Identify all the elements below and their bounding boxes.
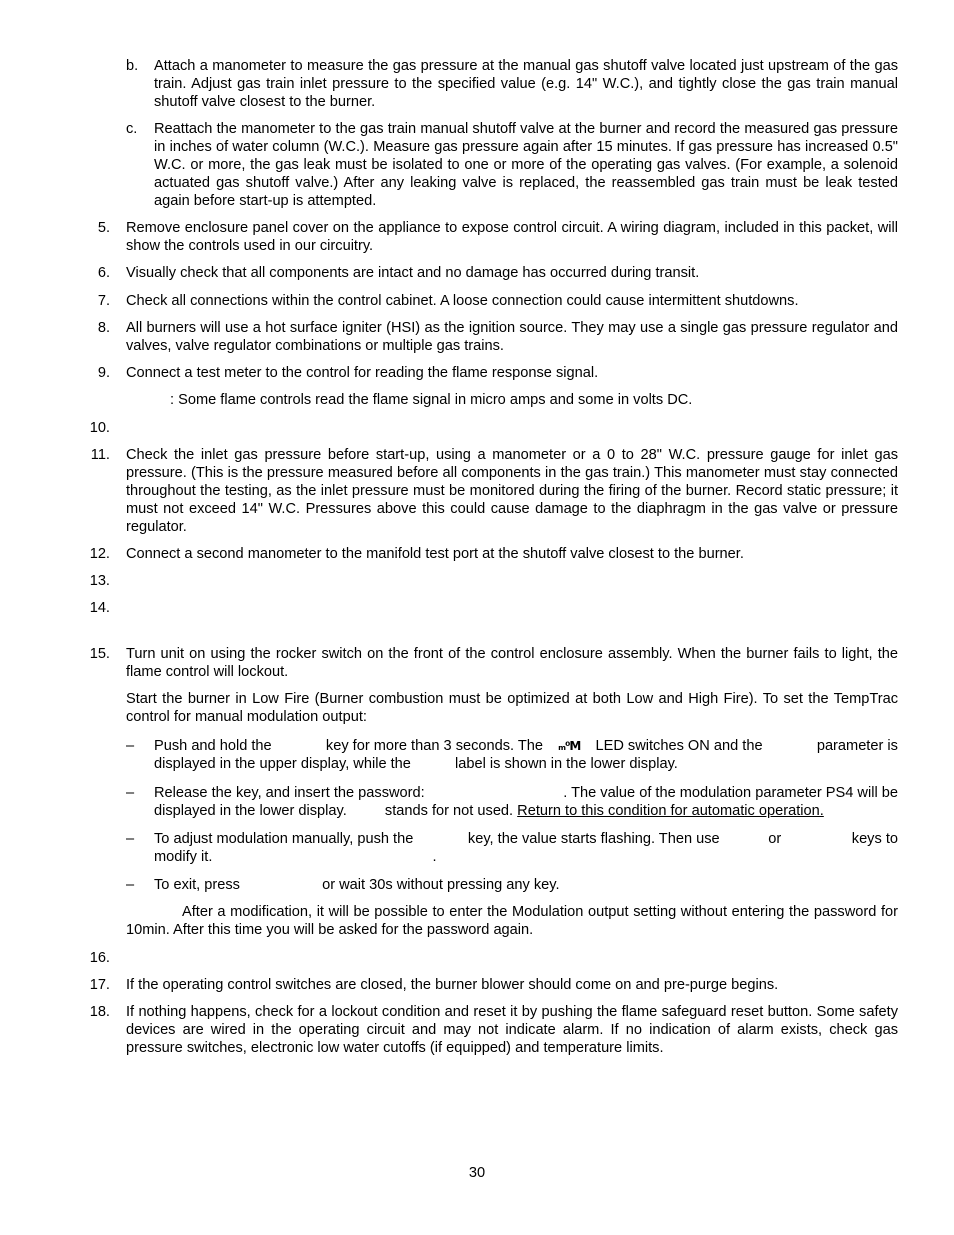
- sub-step-b: [126, 57, 898, 111]
- bullet-text: .: [432, 849, 437, 865]
- bullet-line: [154, 830, 898, 848]
- step-18: [82, 1003, 898, 1057]
- step-number: 15.: [89, 646, 110, 662]
- bullet-line: [154, 755, 898, 773]
- bullet-text: Release the key, and insert the password:: [154, 785, 425, 801]
- bullet-dash: –: [126, 831, 135, 847]
- bullet-text: LED switches ON and the: [595, 738, 763, 754]
- bullet-text: Push and hold the: [154, 738, 272, 754]
- paragraph-text: Start the burner in Low Fire (Burner combustion must be optimized at both Low and High Fire). To set the TempTrac control for manual modulation output:: [126, 691, 898, 725]
- bullet-dash: –: [126, 785, 135, 801]
- bullet-line: [154, 784, 898, 802]
- step-number: 16.: [89, 950, 110, 966]
- bullet-text: displayed in the lower display.: [154, 803, 347, 819]
- bullet-text: To adjust modulation manually, push the: [154, 831, 414, 847]
- step-number: 17.: [89, 977, 110, 993]
- step-11: [82, 446, 898, 536]
- step-12: [82, 545, 898, 563]
- bullet-text: or wait 30s without pressing any key.: [322, 877, 560, 893]
- bullet-2: [126, 784, 898, 820]
- bullet-line: [154, 737, 898, 755]
- bullet-text: label is shown in the lower display.: [455, 756, 678, 772]
- note-text: : Some flame controls read the flame signal in micro amps and some in volts DC.: [170, 392, 693, 408]
- step-text: Connect a second manometer to the manifold test port at the shutoff valve closest to the burner.: [126, 546, 744, 562]
- sub-step-label: b.: [126, 58, 139, 74]
- step-text: Check all connections within the control cabinet. A loose connection could cause intermittent shutdowns.: [126, 293, 799, 309]
- page-number: 30: [468, 1165, 486, 1181]
- sub-step-label: c.: [126, 121, 138, 137]
- step-9-note: [170, 391, 898, 409]
- bullet-text: modify it.: [154, 849, 213, 865]
- bullet-line: [154, 802, 898, 820]
- step-7: [82, 292, 898, 310]
- sub-step-text: Attach a manometer to measure the gas pressure at the manual gas shutoff valve located just upstream of the gas train. Adjust gas train inlet pressure to the specified value (e.g. 14" W.C.), and tightly close the gas train manual shutoff valve closest to the burner.: [154, 58, 898, 110]
- step-15-paragraph: [126, 690, 898, 726]
- bullet-body: [154, 737, 898, 773]
- bullet-text: . The value of the modulation parameter PS4 will be: [563, 785, 898, 801]
- sub-step-c: [126, 120, 898, 210]
- bullet-dash: –: [126, 877, 135, 893]
- step-number: 11.: [90, 447, 110, 463]
- step-number: 12.: [89, 546, 110, 562]
- bullet-text: stands for not used.: [384, 803, 514, 819]
- step-9: [82, 364, 898, 382]
- step-10: [82, 419, 898, 437]
- step-number: 6.: [97, 265, 110, 281]
- step-17: [82, 976, 898, 994]
- step-text: Check the inlet gas pressure before start-up, using a manometer or a 0 to 28" W.C. pressure gauge for inlet gas pressure. (This is the pressure measured before all components in the gas train.) This manometer must stay connected throughout the testing, as the inlet pressure must be monitored during the firing of the burner. Record static pressure; it must not exceed 14" W.C. Pressures above this could cause damage to the diaphragm in the gas valve or pressure regulator.: [126, 447, 898, 535]
- bullet-body: [154, 784, 898, 820]
- modulation-led-icon: ₘ⁰M: [558, 739, 581, 753]
- bullet-3: [126, 830, 898, 866]
- bullet-4: [126, 876, 898, 894]
- step-text: If the operating control switches are closed, the burner blower should come on and pre-purge begins.: [126, 977, 779, 993]
- step-text: Visually check that all components are intact and no damage has occurred during transit.: [126, 265, 700, 281]
- step-number: 7.: [97, 293, 110, 309]
- sub-step-text: Reattach the manometer to the gas train manual shutoff valve at the burner and record the measured gas pressure in inches of water column (W.C.). Measure gas pressure again after 15 minutes. If gas pressure has increased 0.5" W.C. or more, the gas leak must be isolated to one or more of the operating gas valves. (For example, a solenoid actuated gas shutoff valve.) After any leaking valve is replaced, the reassembled gas train must be leak tested again before start-up is attempted.: [154, 121, 898, 209]
- bullet-text: keys to: [851, 831, 898, 847]
- step-15: [82, 645, 898, 681]
- bullet-text: To exit, press: [154, 877, 240, 893]
- bullet-dash: –: [126, 738, 135, 754]
- step-number: 5.: [97, 220, 110, 236]
- step-16: [82, 949, 898, 967]
- step-number: 18.: [89, 1004, 110, 1020]
- bullet-body: [154, 830, 898, 866]
- step-number: 8.: [97, 320, 110, 336]
- step-5: [82, 219, 898, 255]
- step-number: 9.: [97, 365, 110, 381]
- bullet-text: key for more than 3 seconds. The: [325, 738, 544, 754]
- step-number: 13.: [89, 573, 110, 589]
- step-text: Remove enclosure panel cover on the appliance to expose control circuit. A wiring diagram, included in this packet, will show the controls used in our circuitry.: [126, 220, 898, 254]
- step-number: 14.: [89, 600, 110, 616]
- bullet-text: parameter is: [816, 738, 898, 754]
- bullet-text: key, the value starts flashing. Then use: [467, 831, 720, 847]
- step-6: [82, 264, 898, 282]
- step-text: Connect a test meter to the control for reading the flame response signal.: [126, 365, 599, 381]
- note-text: After a modification, it will be possible to enter the Modulation output setting without entering the password for 10min. After this time you will be asked for the password again.: [126, 904, 898, 938]
- step-14: [82, 599, 898, 617]
- step-text: All burners will use a hot surface igniter (HSI) as the ignition source. They may use a single gas pressure regulator and valves, valve regulator combinations or multiple gas trains.: [126, 320, 898, 354]
- underlined-text: Return to this condition for automatic operation.: [517, 803, 824, 819]
- step-text: If nothing happens, check for a lockout condition and reset it by pushing the flame safeguard reset button. Some safety devices are wired in the operating circuit and may not indicate alarm. If no indication of alarm exists, check gas pressure switches, electronic low water cutoffs (if equipped) and temperature limits.: [126, 1004, 898, 1056]
- step-text: Turn unit on using the rocker switch on the front of the control enclosure assembly. When the burner fails to light, the flame control will lockout.: [126, 646, 898, 680]
- bullet-line: [154, 848, 898, 866]
- step-8: [82, 319, 898, 355]
- bullet-body: [154, 876, 898, 894]
- step-13: [82, 572, 898, 590]
- bullet-1: [126, 737, 898, 773]
- bullet-text: or: [768, 831, 782, 847]
- step-number: 10.: [89, 420, 110, 436]
- step-15-note: [126, 903, 898, 939]
- bullet-text: displayed in the upper display, while the: [154, 756, 411, 772]
